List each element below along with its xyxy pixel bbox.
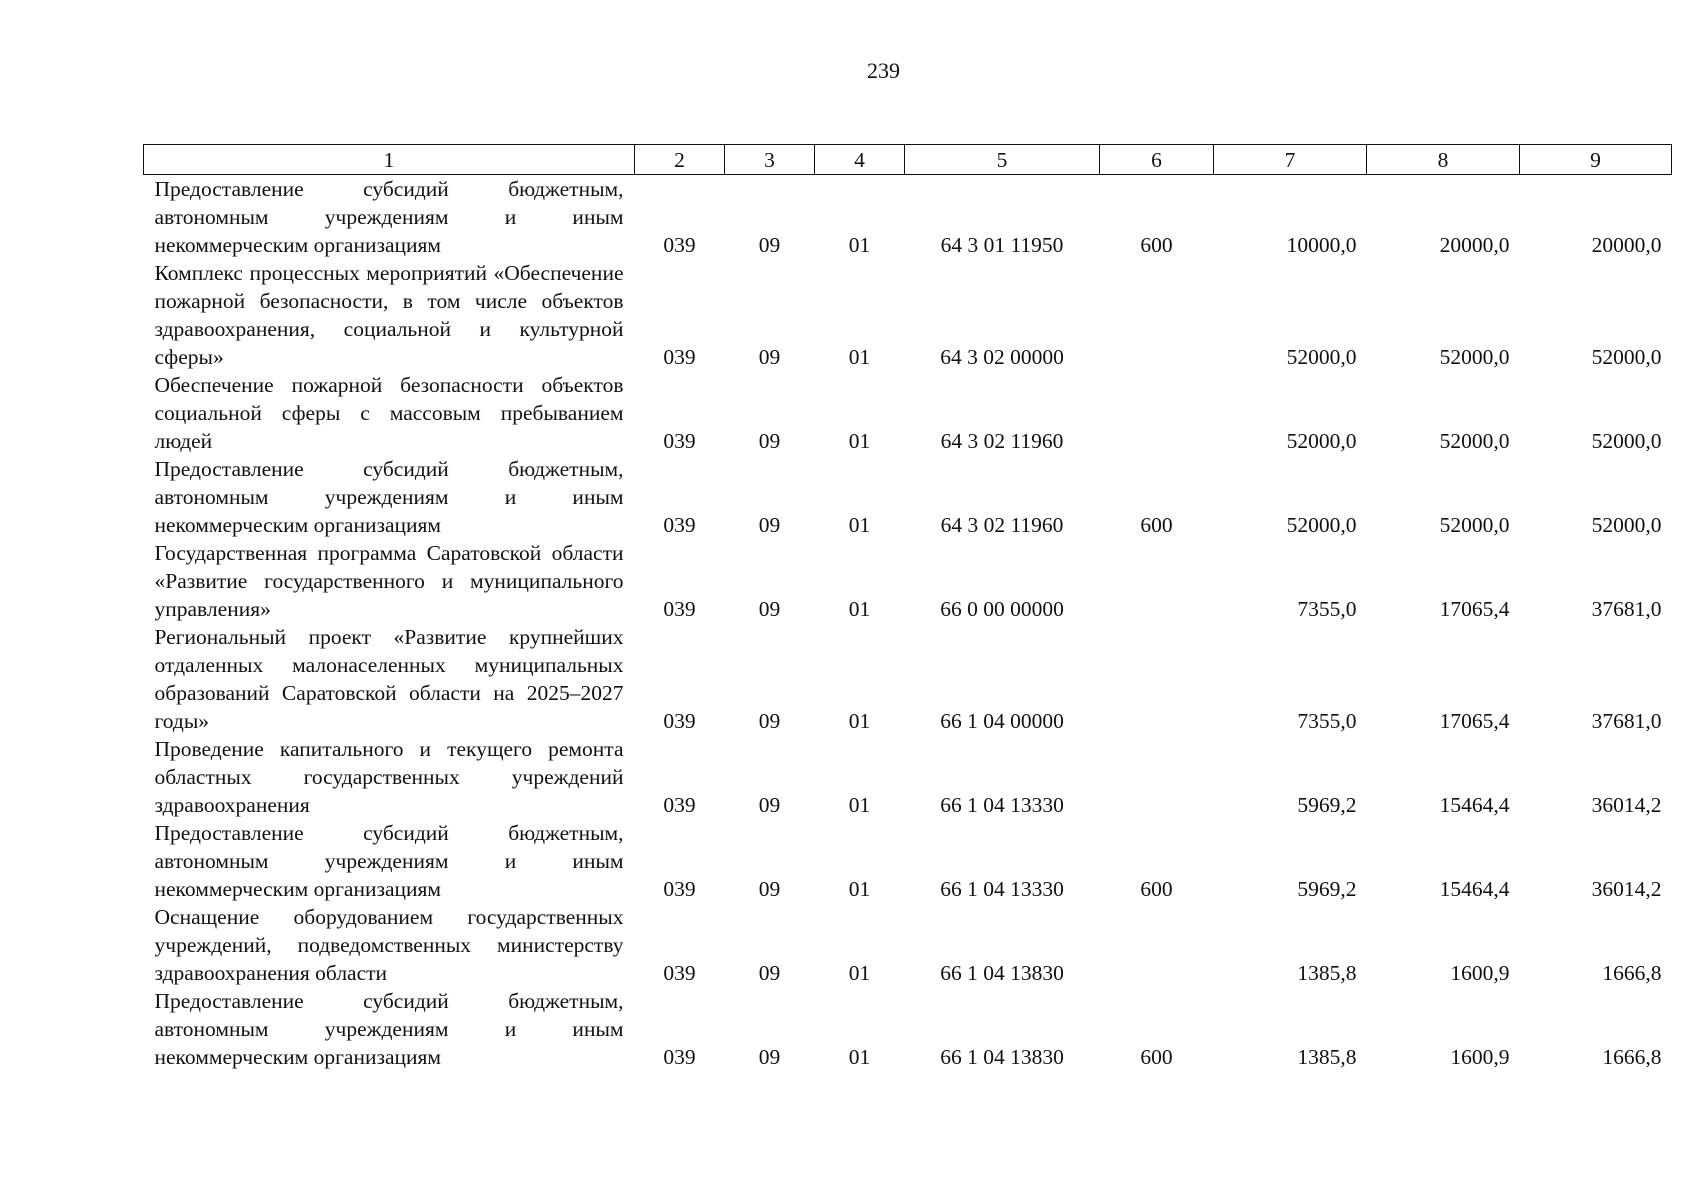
- subsection-code: 01: [848, 1045, 871, 1069]
- target-article-code: 64 3 02 11960: [940, 429, 1064, 453]
- subsection-code: 01: [848, 429, 871, 453]
- column-header: 4: [815, 145, 905, 175]
- subsection-code: 01: [848, 877, 871, 901]
- column-header: 1: [144, 145, 635, 175]
- table-row: [144, 819, 1672, 903]
- expense-type-code: 600: [1140, 513, 1173, 537]
- page-number: 239: [867, 58, 900, 83]
- section-code: 09: [758, 793, 781, 817]
- table-row: [144, 539, 1672, 623]
- expense-type-code: 600: [1140, 877, 1173, 901]
- amount-col9: 36014,2: [1591, 877, 1662, 901]
- amount-col9: 37681,0: [1591, 597, 1662, 621]
- target-article-code: 64 3 02 11960: [940, 513, 1064, 537]
- table-body: [144, 175, 1672, 1072]
- amount-col8: 15464,4: [1439, 877, 1510, 901]
- amount-col7: 7355,0: [1297, 597, 1357, 621]
- column-header: 2: [635, 145, 725, 175]
- ministry-code: 039: [663, 793, 696, 817]
- section-code: 09: [758, 877, 781, 901]
- column-header: 6: [1100, 145, 1214, 175]
- column-header: 3: [725, 145, 815, 175]
- header-row: [144, 145, 1672, 175]
- table-row: [144, 735, 1672, 819]
- amount-col7: 52000,0: [1286, 345, 1357, 369]
- amount-col8: 52000,0: [1439, 513, 1510, 537]
- target-article-code: 66 1 04 13830: [940, 961, 1064, 985]
- target-article-code: 66 1 04 13330: [940, 877, 1064, 901]
- table-row: [144, 175, 1672, 260]
- table-row: [144, 455, 1672, 539]
- target-article-code: 66 1 04 13330: [940, 793, 1064, 817]
- amount-col9: 37681,0: [1591, 709, 1662, 733]
- target-article-code: 64 3 02 00000: [940, 345, 1064, 369]
- column-header: 5: [905, 145, 1100, 175]
- amount-col8: 1600,9: [1450, 961, 1510, 985]
- amount-col9: 36014,2: [1591, 793, 1662, 817]
- amount-col7: 5969,2: [1297, 877, 1357, 901]
- section-code: 09: [758, 513, 781, 537]
- row-name: Оснащение оборудованием государственных учреждений, подведомственных министерству здравоохранения области: [154, 905, 624, 985]
- target-article-code: 66 0 00 00000: [940, 597, 1064, 621]
- target-article-code: 66 1 04 13830: [940, 1045, 1064, 1069]
- row-name: Предоставление субсидий бюджетным, автономным учреждениям и иным некоммерческим организациям: [154, 989, 624, 1069]
- subsection-code: 01: [848, 513, 871, 537]
- expense-type-code: [1100, 539, 1214, 623]
- section-code: 09: [758, 429, 781, 453]
- row-name: Комплекс процессных мероприятий «Обеспечение пожарной безопасности, в том числе объектов здравоохранения, социальной и культурной сферы»: [154, 261, 624, 369]
- amount-col9: 20000,0: [1591, 233, 1662, 257]
- amount-col7: 10000,0: [1286, 233, 1357, 257]
- expense-type-code: [1100, 371, 1214, 455]
- ministry-code: 039: [663, 345, 696, 369]
- column-header: 8: [1367, 145, 1520, 175]
- amount-col9: 52000,0: [1591, 345, 1662, 369]
- expense-type-code: [1100, 903, 1214, 987]
- row-name: Региональный проект «Развитие крупнейших отдаленных малонаселенных муниципальных образований Саратовской области на 2025–2027 годы»: [154, 625, 624, 733]
- amount-col8: 52000,0: [1439, 345, 1510, 369]
- expense-type-code: 600: [1140, 233, 1173, 257]
- subsection-code: 01: [848, 961, 871, 985]
- ministry-code: 039: [663, 1045, 696, 1069]
- row-name: Обеспечение пожарной безопасности объектов социальной сферы с массовым пребыванием людей: [154, 373, 624, 453]
- expense-type-code: [1100, 735, 1214, 819]
- ministry-code: 039: [663, 513, 696, 537]
- subsection-code: 01: [848, 793, 871, 817]
- section-code: 09: [758, 233, 781, 257]
- subsection-code: 01: [848, 709, 871, 733]
- target-article-code: 66 1 04 00000: [940, 709, 1064, 733]
- row-name: Предоставление субсидий бюджетным, автономным учреждениям и иным некоммерческим организациям: [154, 821, 624, 901]
- section-code: 09: [758, 345, 781, 369]
- amount-col9: 1666,8: [1602, 961, 1662, 985]
- section-code: 09: [758, 709, 781, 733]
- table-row: [144, 259, 1672, 371]
- table-row: [144, 371, 1672, 455]
- ministry-code: 039: [663, 233, 696, 257]
- amount-col8: 17065,4: [1439, 597, 1510, 621]
- column-header: 9: [1520, 145, 1672, 175]
- section-code: 09: [758, 961, 781, 985]
- ministry-code: 039: [663, 961, 696, 985]
- amount-col7: 1385,8: [1297, 1045, 1357, 1069]
- table-row: [144, 987, 1672, 1071]
- row-name: Проведение капитального и текущего ремонта областных государственных учреждений здравоохранения: [154, 737, 624, 817]
- ministry-code: 039: [663, 597, 696, 621]
- column-header: 7: [1214, 145, 1367, 175]
- section-code: 09: [758, 1045, 781, 1069]
- row-name: Предоставление субсидий бюджетным, автономным учреждениям и иным некоммерческим организациям: [154, 177, 624, 257]
- budget-table: [143, 144, 1672, 1071]
- expense-type-code: 600: [1140, 1045, 1173, 1069]
- expense-type-code: [1100, 259, 1214, 371]
- row-name: Предоставление субсидий бюджетным, автономным учреждениям и иным некоммерческим организациям: [154, 457, 624, 537]
- table-row: [144, 623, 1672, 735]
- target-article-code: 64 3 01 11950: [940, 233, 1064, 257]
- amount-col8: 52000,0: [1439, 429, 1510, 453]
- amount-col7: 5969,2: [1297, 793, 1357, 817]
- expense-type-code: [1100, 623, 1214, 735]
- amount-col9: 52000,0: [1591, 513, 1662, 537]
- amount-col7: 1385,8: [1297, 961, 1357, 985]
- amount-col7: 7355,0: [1297, 709, 1357, 733]
- subsection-code: 01: [848, 597, 871, 621]
- amount-col8: 20000,0: [1439, 233, 1510, 257]
- ministry-code: 039: [663, 709, 696, 733]
- subsection-code: 01: [848, 345, 871, 369]
- table-row: [144, 903, 1672, 987]
- amount-col9: 52000,0: [1591, 429, 1662, 453]
- amount-col9: 1666,8: [1602, 1045, 1662, 1069]
- amount-col7: 52000,0: [1286, 429, 1357, 453]
- row-name: Государственная программа Саратовской области «Развитие государственного и муниципального управления»: [154, 541, 624, 621]
- ministry-code: 039: [663, 429, 696, 453]
- subsection-code: 01: [848, 233, 871, 257]
- ministry-code: 039: [663, 877, 696, 901]
- amount-col8: 15464,4: [1439, 793, 1510, 817]
- amount-col8: 17065,4: [1439, 709, 1510, 733]
- amount-col7: 52000,0: [1286, 513, 1357, 537]
- amount-col8: 1600,9: [1450, 1045, 1510, 1069]
- section-code: 09: [758, 597, 781, 621]
